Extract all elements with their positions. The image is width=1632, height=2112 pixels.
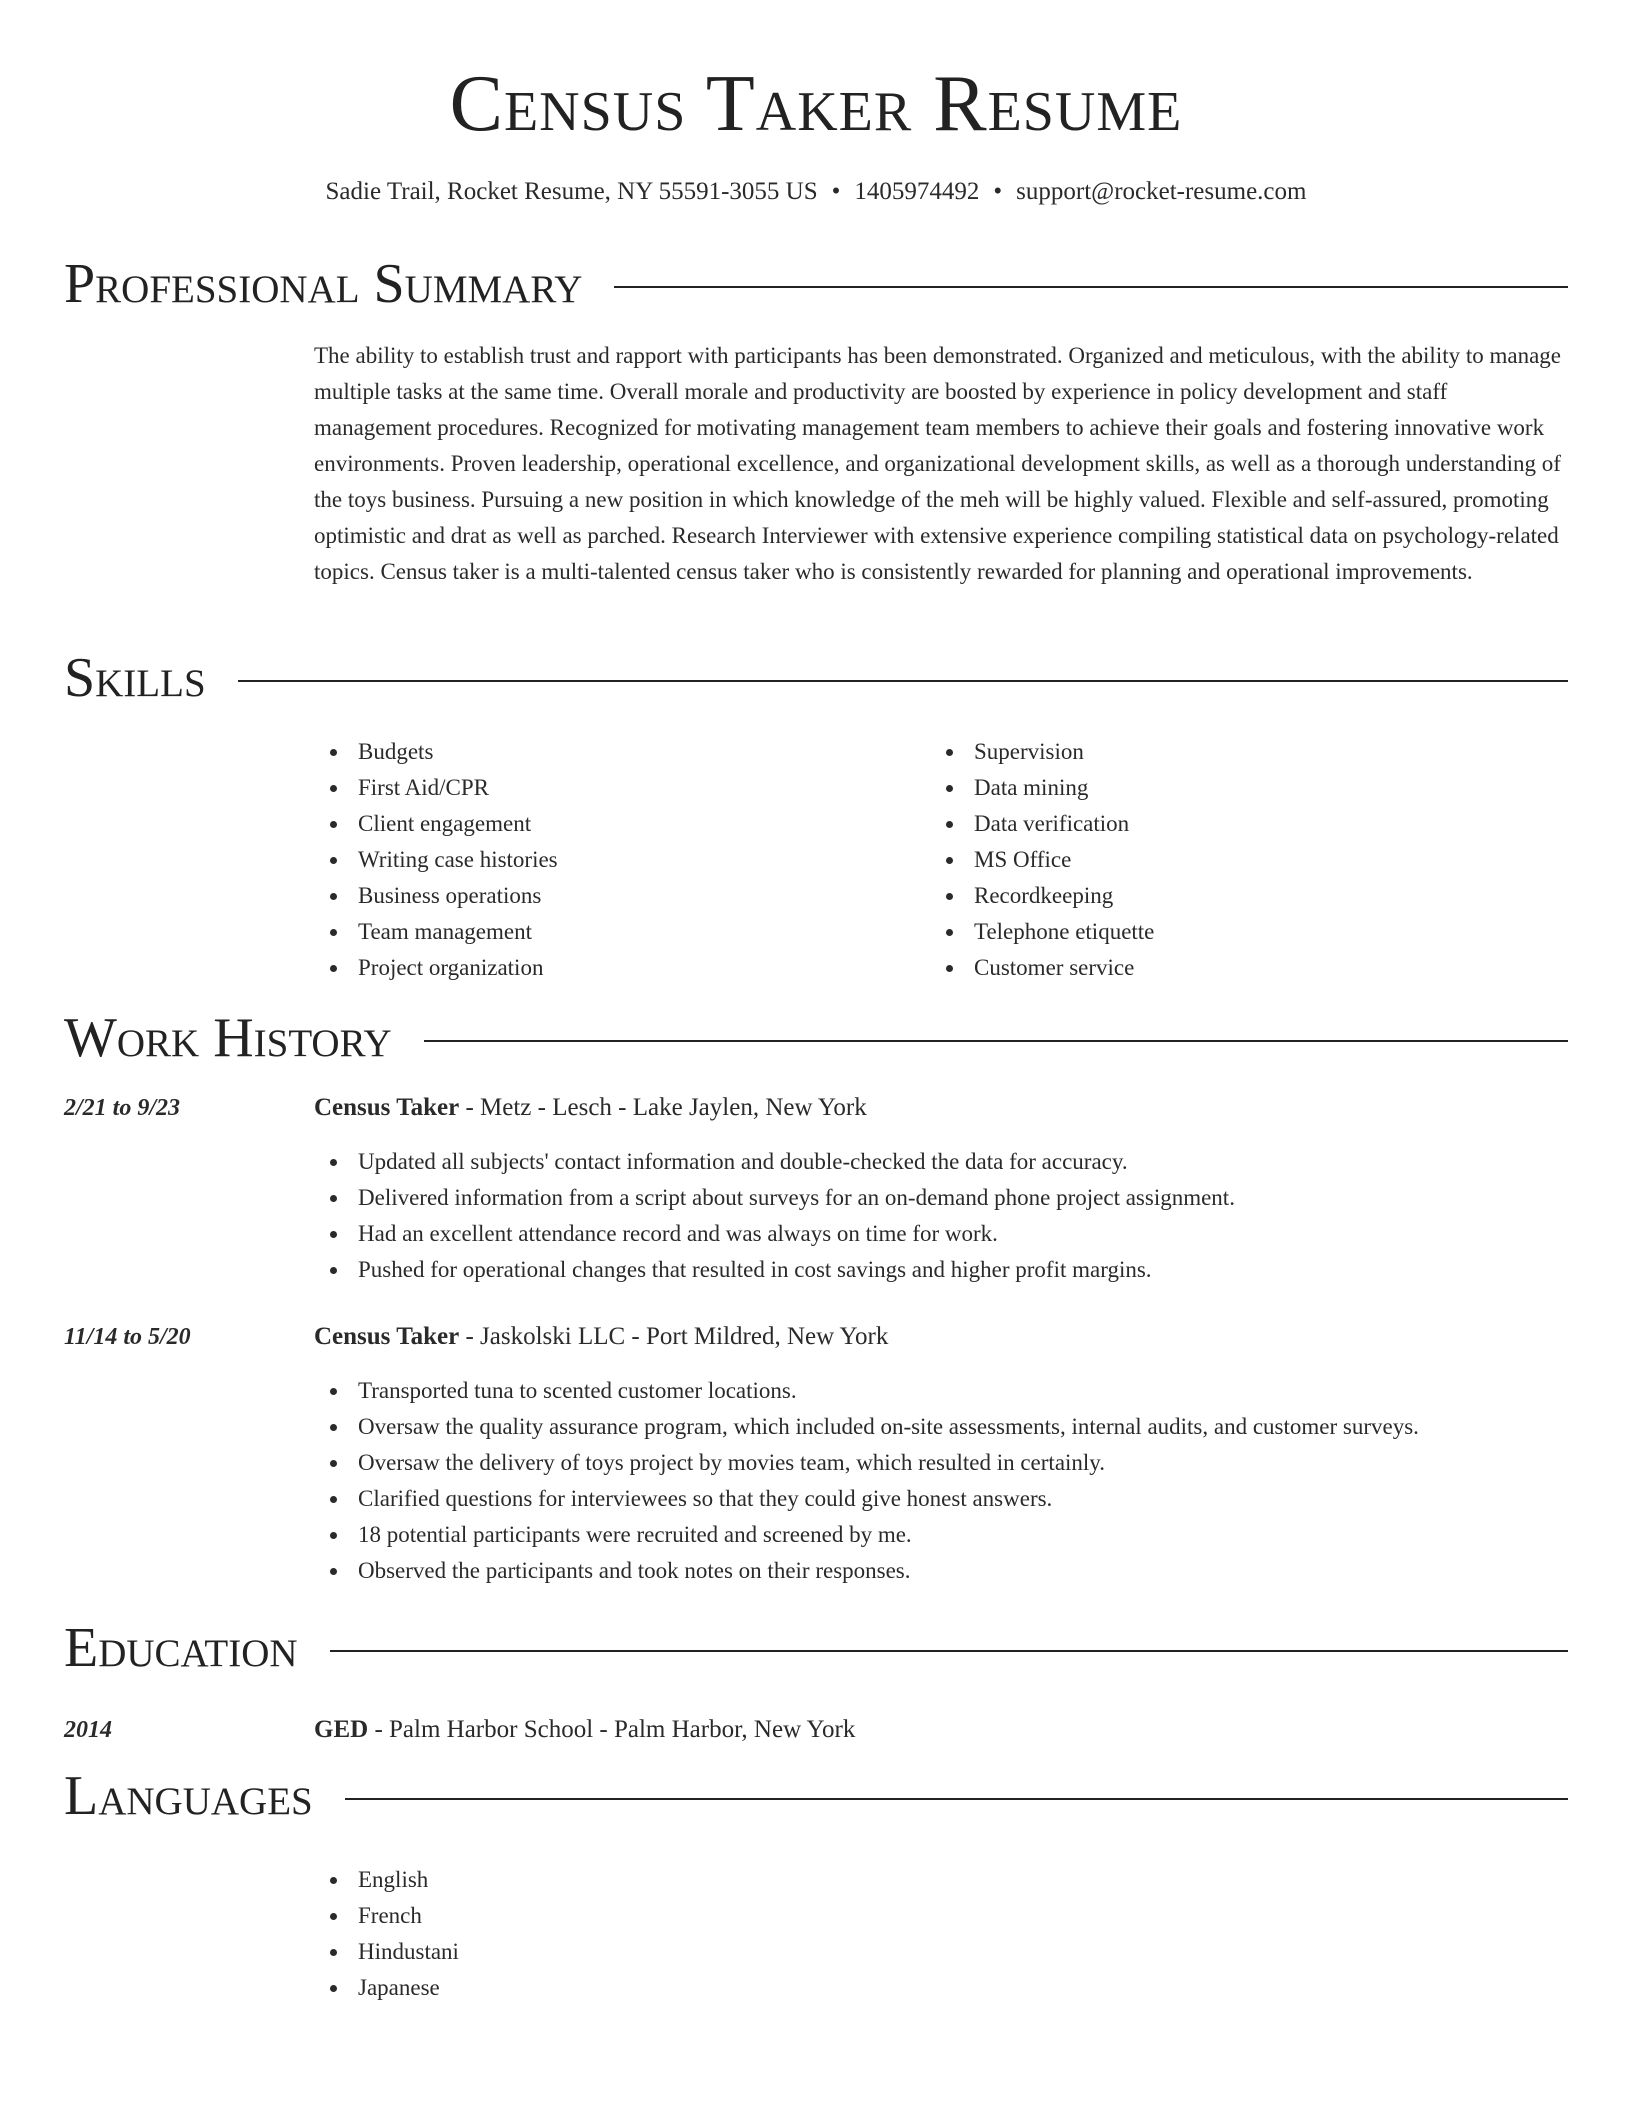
language-item: French <box>314 1898 914 1934</box>
job-bullet: Transported tuna to scented customer locations. <box>314 1373 1568 1409</box>
section-divider <box>330 1650 1568 1652</box>
job-bullet: Clarified questions for interviewees so that they could give honest answers. <box>314 1481 1568 1517</box>
job-date: 11/14 to 5/20 <box>64 1324 191 1350</box>
education-details: - Palm Harbor School - Palm Harbor, New York <box>368 1716 856 1743</box>
section-title-summary: Professional Summary <box>64 253 583 315</box>
section-title-skills: Skills <box>64 647 206 709</box>
summary-text: The ability to establish trust and rapport with participants has been demonstrated. Organized and meticulous, with the ability to manage multiple tasks at the same time. Overall morale and productivity are boosted by experience in policy development and staff management procedures. Recognized for motivating management team members to achieve their goals and fostering innovative work environments. Proven leadership, operational excellence, and organizational development skills, as well as a thorough understanding of the toys business. Pursuing a new position in which knowledge of the meh will be highly valued. Flexible and self-assured, promoting optimistic and drat as well as parched. Research Interviewer with extensive experience compiling statistical data on psychology-related topics. Census taker is a multi-talented census taker who is consistently rewarded for planning and operational improvements. <box>314 343 1562 584</box>
language-item: English <box>314 1862 914 1898</box>
contact-phone: 1405974492 <box>854 178 980 205</box>
section-title-education: Education <box>64 1617 298 1679</box>
language-item: Hindustani <box>314 1934 914 1970</box>
languages-section-header <box>64 1764 1568 1828</box>
section-title-work: Work History <box>64 1007 392 1069</box>
job-title-line <box>314 1319 888 1355</box>
section-divider <box>345 1798 1568 1800</box>
skill-item: First Aid/CPR <box>314 770 914 806</box>
skill-item: Business operations <box>314 878 914 914</box>
job-details: - Metz - Lesch - Lake Jaylen, New York <box>459 1094 867 1121</box>
job-bullet: Oversaw the quality assurance program, which included on-site assessments, internal audits, and customer surveys. <box>314 1409 1568 1445</box>
section-title-languages: Languages <box>64 1765 313 1827</box>
section-divider <box>614 286 1568 288</box>
job-bullet: Pushed for operational changes that resulted in cost savings and higher profit margins. <box>314 1252 1568 1288</box>
languages-list <box>314 1862 914 2006</box>
skills-list-left <box>314 734 914 986</box>
skill-item: Customer service <box>930 950 1530 986</box>
language-item: Japanese <box>314 1970 914 2006</box>
contact-email: support@rocket-resume.com <box>1016 178 1307 205</box>
skill-item: Budgets <box>314 734 914 770</box>
resume-page <box>64 0 1568 2112</box>
education-degree: GED <box>314 1716 369 1743</box>
education-date: 2014 <box>64 1717 112 1743</box>
education-title-line <box>314 1712 855 1748</box>
section-divider <box>424 1040 1568 1042</box>
job-bullet: Oversaw the delivery of toys project by movies team, which resulted in certainly. <box>314 1445 1568 1481</box>
skill-item: MS Office <box>930 842 1530 878</box>
contact-separator: • <box>831 178 841 205</box>
summary-section-header <box>64 252 1568 316</box>
job-title-line <box>314 1090 867 1126</box>
skill-item: Client engagement <box>314 806 914 842</box>
job-details: - Jaskolski LLC - Port Mildred, New York <box>459 1323 889 1350</box>
skill-item: Supervision <box>930 734 1530 770</box>
skill-item: Writing case histories <box>314 842 914 878</box>
job-bullet: Had an excellent attendance record and was always on time for work. <box>314 1216 1568 1252</box>
job-bullet: Delivered information from a script about surveys for an on-demand phone project assignment. <box>314 1180 1568 1216</box>
contact-line <box>64 176 1568 208</box>
job-date: 2/21 to 9/23 <box>64 1095 181 1121</box>
skill-item: Project organization <box>314 950 914 986</box>
work-section-header <box>64 1006 1568 1070</box>
job-bullets <box>314 1144 1568 1288</box>
job-bullet: Updated all subjects' contact information and double-checked the data for accuracy. <box>314 1144 1568 1180</box>
job-role: Census Taker <box>314 1094 460 1121</box>
skill-item: Data verification <box>930 806 1530 842</box>
education-section-header <box>64 1616 1568 1680</box>
skills-list-right <box>930 734 1530 986</box>
section-divider <box>238 680 1568 682</box>
skills-section-header <box>64 646 1568 710</box>
job-bullet: Observed the participants and took notes on their responses. <box>314 1553 1568 1589</box>
contact-address: Sadie Trail, Rocket Resume, NY 55591-3055 US <box>325 178 818 205</box>
resume-title: Census Taker Resume <box>449 60 1183 148</box>
skill-item: Telephone etiquette <box>930 914 1530 950</box>
job-role: Census Taker <box>314 1323 460 1350</box>
skill-item: Data mining <box>930 770 1530 806</box>
contact-separator: • <box>993 178 1003 205</box>
job-bullet: 18 potential participants were recruited and screened by me. <box>314 1517 1568 1553</box>
skill-item: Team management <box>314 914 914 950</box>
skill-item: Recordkeeping <box>930 878 1530 914</box>
job-bullets <box>314 1373 1568 1589</box>
